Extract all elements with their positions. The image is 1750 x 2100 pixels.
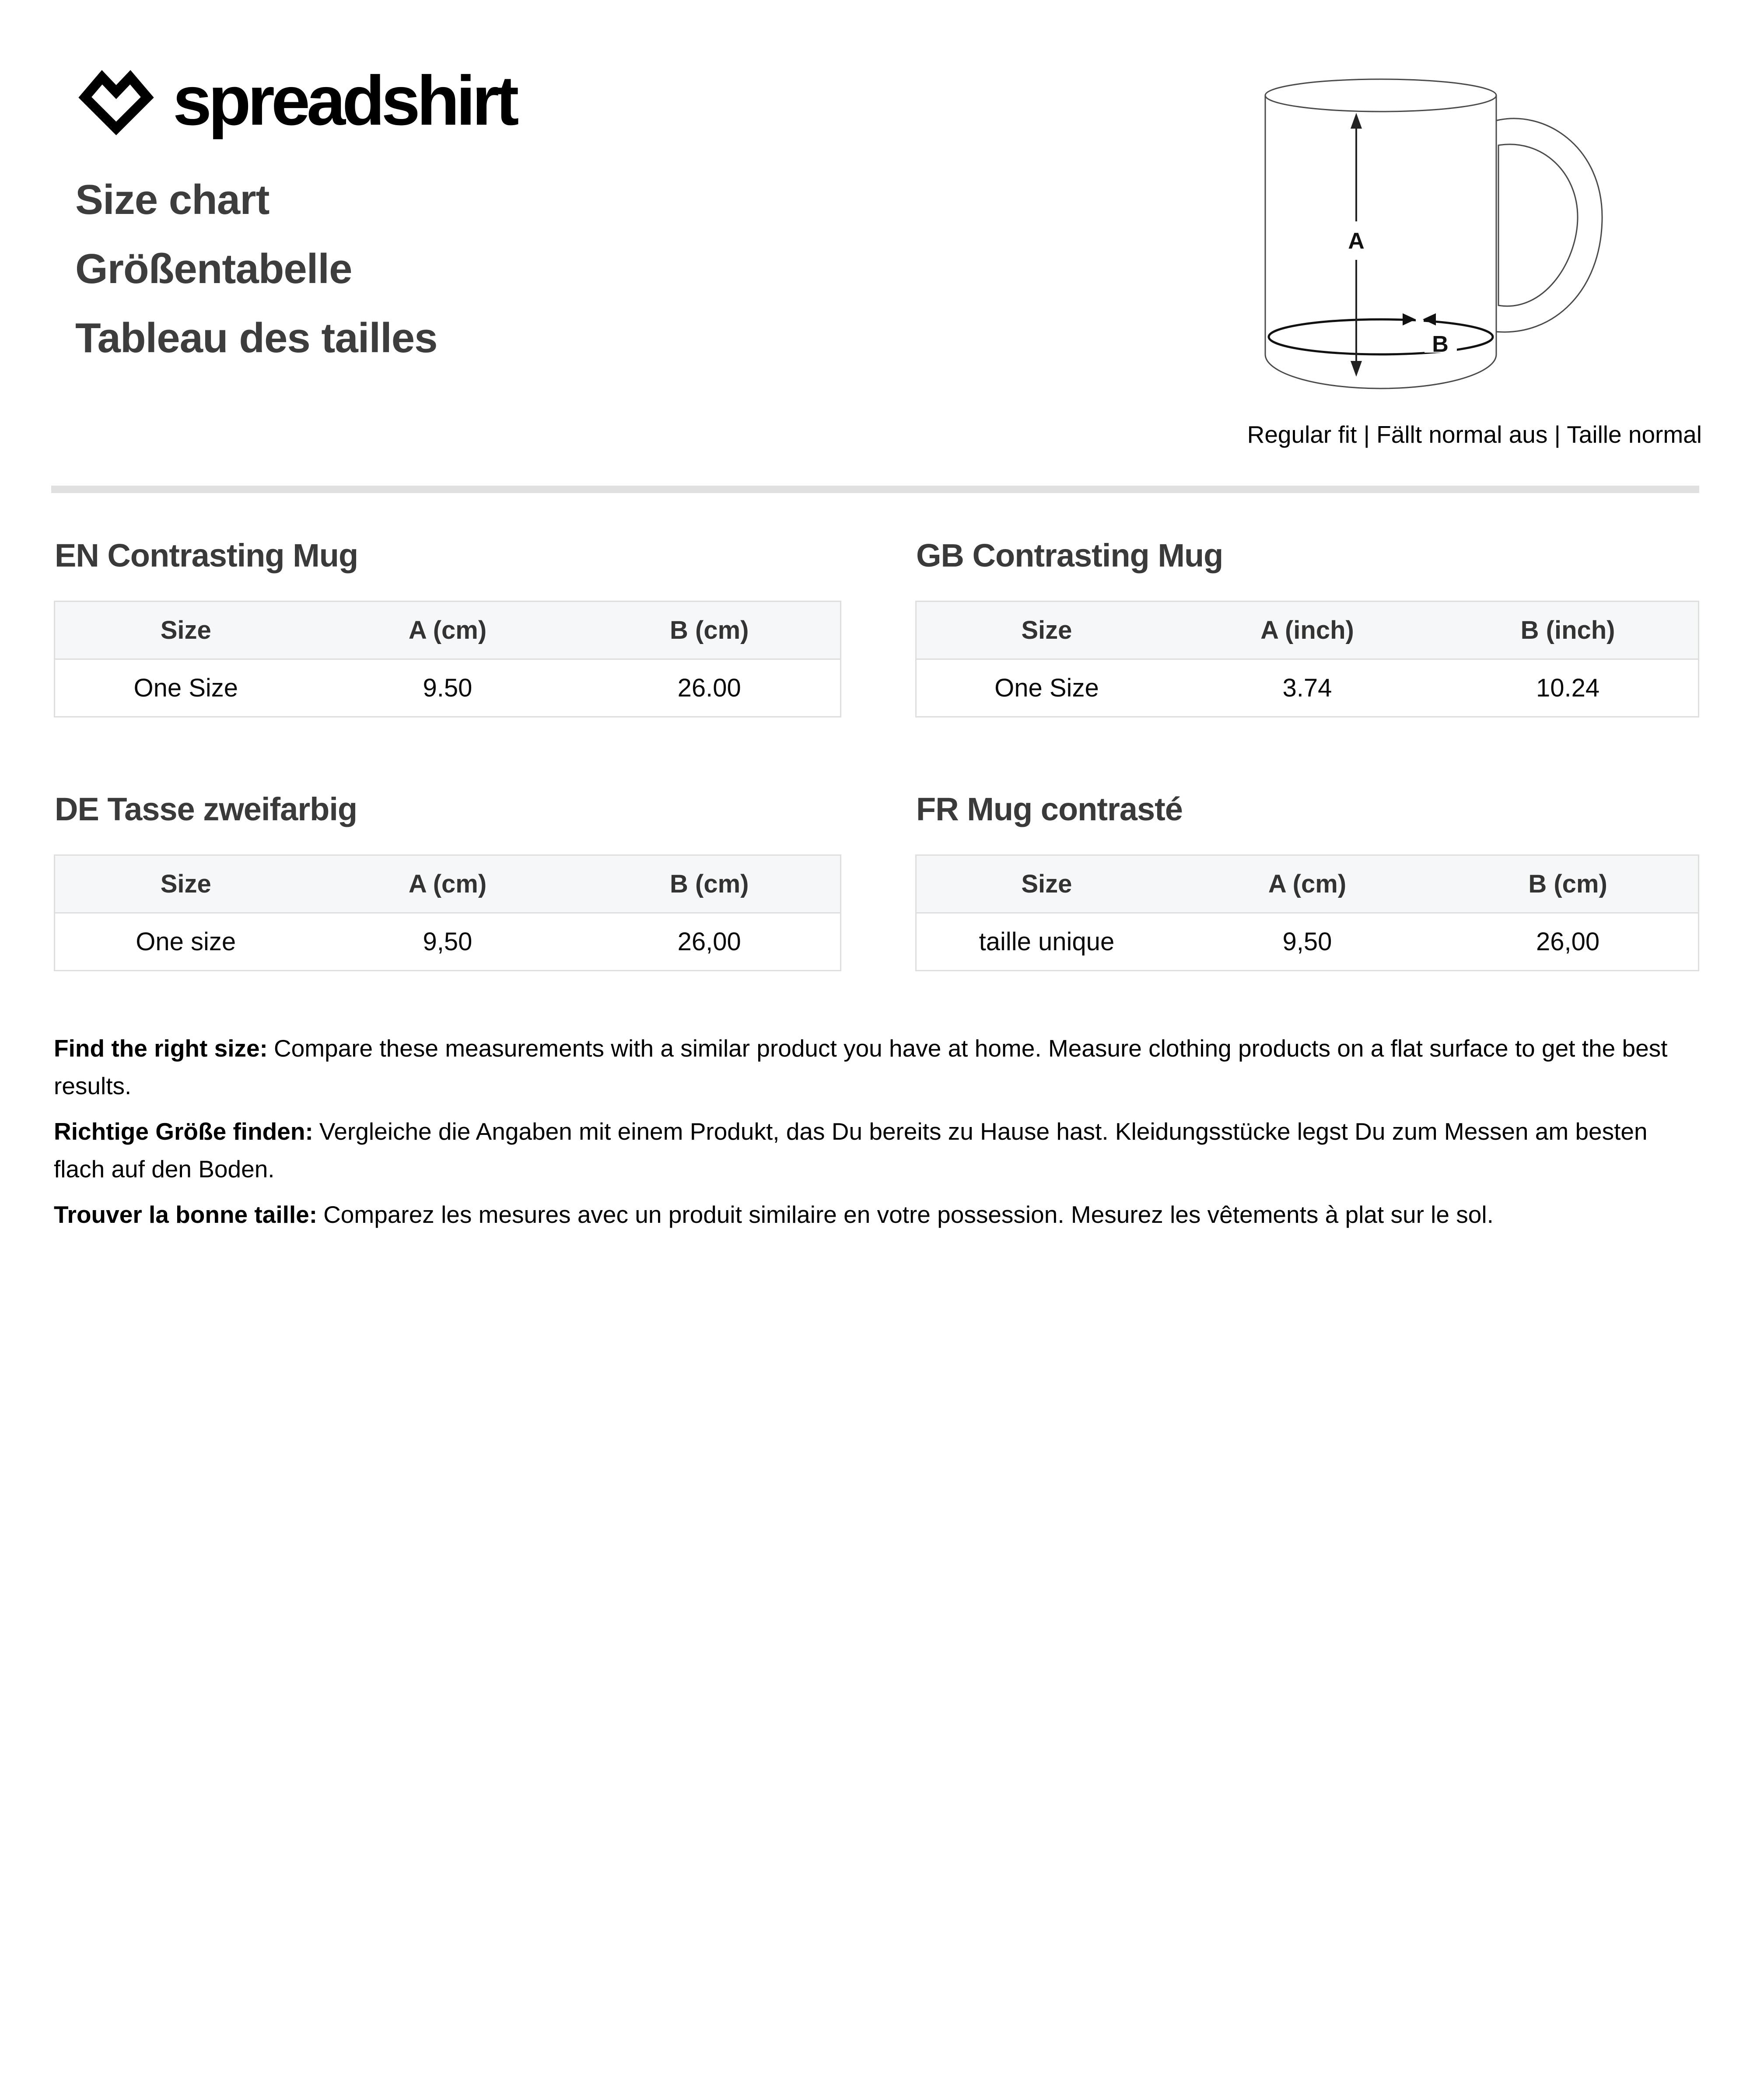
section-heading-de: DE Tasse zweifarbig — [55, 791, 357, 827]
tip-fr-lead: Trouver la bonne taille: — [54, 1201, 318, 1228]
page-title-fr: Tableau des tailles — [75, 315, 438, 361]
column-header-a: A (cm) — [1177, 855, 1438, 913]
b-value: 26,00 — [1438, 913, 1698, 971]
a-value: 9,50 — [1177, 913, 1438, 971]
column-header-a: A (cm) — [317, 855, 579, 913]
column-header-a: A (cm) — [317, 602, 579, 659]
section-heading-gb: GB Contrasting Mug — [916, 537, 1223, 574]
section-heading-fr: FR Mug contrasté — [916, 791, 1183, 827]
section-heading-en: EN Contrasting Mug — [55, 537, 358, 574]
mug-measurement-diagram — [1264, 74, 1606, 394]
tip-en — [54, 1029, 1700, 1105]
mug-icon — [1264, 74, 1606, 394]
page-title-de: Größentabelle — [75, 245, 352, 292]
section-de — [54, 790, 841, 971]
section-gb — [915, 536, 1699, 718]
b-value: 10.24 — [1438, 659, 1698, 717]
size-value: One Size — [916, 659, 1177, 717]
a-value: 9,50 — [317, 913, 579, 971]
column-header-b: B (cm) — [1438, 855, 1698, 913]
column-header-size: Size — [916, 602, 1177, 659]
table-row — [916, 913, 1699, 971]
tip-en-lead: Find the right size: — [54, 1035, 268, 1062]
brand-logo — [75, 62, 515, 140]
a-value: 9.50 — [317, 659, 579, 717]
divider — [51, 486, 1699, 493]
column-header-size: Size — [55, 855, 317, 913]
measurement-label-b: B — [1432, 332, 1449, 357]
column-header-b: B (inch) — [1438, 602, 1698, 659]
measuring-tips — [54, 1029, 1700, 1241]
column-header-a: A (inch) — [1177, 602, 1438, 659]
table-row — [55, 659, 841, 717]
a-value: 3.74 — [1177, 659, 1438, 717]
column-header-b: B (cm) — [579, 855, 841, 913]
fit-note: Regular fit | Fällt normal aus | Taille normal — [1247, 421, 1702, 448]
tip-de — [54, 1113, 1700, 1188]
size-value: One size — [55, 913, 317, 971]
size-value: taille unique — [916, 913, 1177, 971]
page-title-en: Size chart — [75, 176, 270, 223]
tip-fr — [54, 1196, 1700, 1233]
tip-fr-text: Comparez les mesures avec un produit similaire en votre possession. Mesurez les vêtements à plat sur le sol. — [323, 1201, 1494, 1228]
size-table-gb — [915, 601, 1699, 718]
table-header-row — [55, 602, 841, 659]
table-header-row — [916, 855, 1699, 913]
column-header-size: Size — [55, 602, 317, 659]
column-header-size: Size — [916, 855, 1177, 913]
page-title — [75, 165, 438, 373]
table-row — [916, 659, 1699, 717]
section-fr — [915, 790, 1699, 971]
measurement-label-a: A — [1348, 228, 1365, 254]
b-value: 26.00 — [579, 659, 841, 717]
table-header-row — [55, 855, 841, 913]
table-row — [55, 913, 841, 971]
brand-name: spreadshirt — [173, 61, 516, 140]
size-table-en — [54, 601, 841, 718]
column-header-b: B (cm) — [579, 602, 841, 659]
b-value: 26,00 — [579, 913, 841, 971]
section-en — [54, 536, 841, 718]
size-table-fr — [915, 854, 1699, 971]
table-header-row — [916, 602, 1699, 659]
size-value: One Size — [55, 659, 317, 717]
tip-en-text: Compare these measurements with a similar product you have at home. Measure clothing products on a flat surface to get the best results. — [54, 1035, 1668, 1099]
size-table-de — [54, 854, 841, 971]
heart-icon — [75, 62, 157, 140]
tip-de-text: Vergleiche die Angaben mit einem Produkt, das Du bereits zu Hause hast. Kleidungsstücke legst Du zum Messen am besten flach auf den Boden. — [54, 1118, 1648, 1183]
tip-de-lead: Richtige Größe finden: — [54, 1118, 313, 1145]
